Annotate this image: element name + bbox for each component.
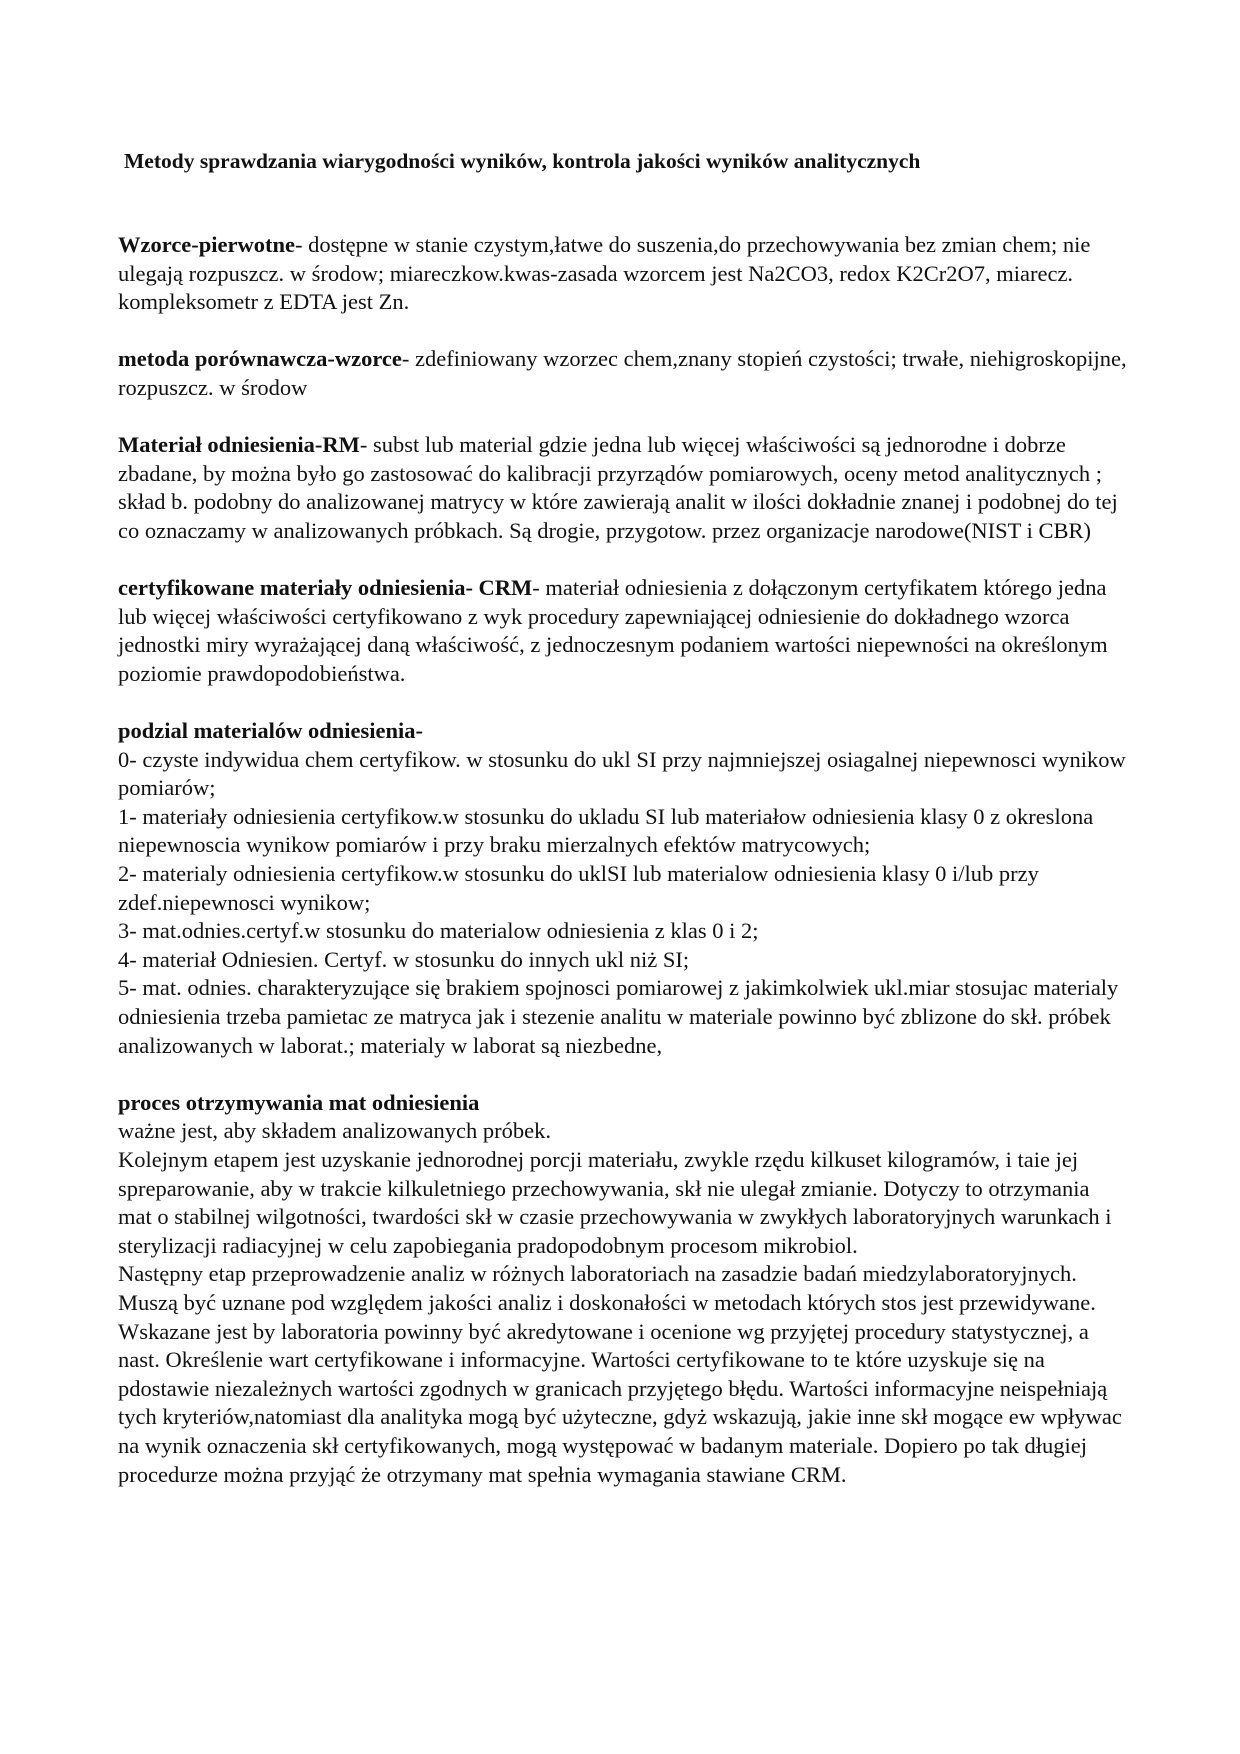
section-comparative-method (118, 345, 1128, 402)
section-text: - materiał odniesienia z dołączonym certyfikatem którego jedna lub więcej właściwości certyfikowano z wyk procedury zapewniającej odniesienie do dokładnego wzorca jednostki miry wyrażającej daną właściwość, z jednoczesnym podaniem wartości niepewności na określonym poziomie prawdopodobieństwa. (118, 575, 1108, 686)
division-heading: podzial materialów odniesienia- (118, 718, 423, 744)
division-item-0: 0- czyste indywidua chem certyfikow. w stosunku do ukl SI przy najmniejszej osiagalnej niepewnosci wynikow pomiarów; (118, 746, 1126, 801)
division-item-3: 3- mat.odnies.certyf.w stosunku do materialow odniesienia z klas 0 i 2; (118, 918, 759, 944)
section-term: Materiał odniesienia-RM (118, 432, 360, 458)
division-item-1: 1- materiały odniesienia certyfikow.w stosunku do ukladu SI lub materiałow odniesienia klasy 0 z okreslona niepewnoscia wynikow pomiarów i przy braku mierzalnych efektów matrycowych; (118, 803, 1094, 858)
section-term: metoda porównawcza-wzorce (118, 346, 402, 372)
section-production-process (118, 1089, 1128, 1489)
document-title: Metody sprawdzania wiarygodności wyników, kontrola jakości wyników analitycznych (124, 149, 921, 173)
section-text: - dostępne w stanie czystym,łatwe do suszenia,do przechowywania bez zmian chem; nie ulegają rozpuszcz. w środow; miareczkow.kwas-zasada wzorcem jest Na2CO3, redox K2Cr2O7, miarecz. kompleksometr z EDTA jest Zn. (118, 232, 1091, 315)
division-item-2: 2- materialy odniesienia certyfikow.w stosunku do uklSI lub materialow odniesienia klasy 0 i/lub przy zdef.niepewnosci wynikow; (118, 861, 1039, 915)
division-item-4: 4- materiał Odniesien. Certyf. w stosunku do innych ukl niż SI; (118, 946, 690, 972)
section-term: certyfikowane materiały odniesienia- CRM (118, 575, 533, 601)
document-body (118, 231, 1128, 1516)
section-material-division (118, 717, 1128, 1060)
process-paragraph-2: Następny etap przeprowadzenie analiz w różnych laboratoriach na zasadzie badań miedzylaboratoryjnych. Muszą być uznane pod względem jakości analiz i doskonałości w metodach których stos jest przewidywane. Wskazane jest by laboratoria powinny być akredytowane i ocenione wg przyjętej procedury statystycznej, a nast. Określenie wart certyfikowane i informacyjne. Wartości certyfikowane to te które uzyskuje się na pdostawie niezależnych wartości zgodnych w granicach przyjętego błędu. Wartości informacyjne neispełniają tych kryteriów,natomiast dla analityka mogą być użyteczne, gdyż wskazują, jakie inne skł mogące ew wpływac na wynik oznaczenia skł certyfikowanych, mogą występować w badanym materiale. Dopiero po tak długiej procedurze można przyjąć że otrzymany mat spełnia wymagania stawiane CRM. (118, 1261, 1122, 1487)
process-paragraph-1: Kolejnym etapem jest uzyskanie jednorodnej porcji materiału, zwykle rzędu kilkuset kilogramów, i taie jej spreparowanie, aby w trakcie kilkuletniego przechowywania, skł nie ulegał zmianie. Dotyczy to otrzymania mat o stabilnej wilgotności, twardości skł w czasie przechowywania w zwykłych laboratoryjnych warunkach i sterylizacji radiacyjnej w celu zapobiegania pradopodobnym procesom mikrobiol. (118, 1147, 1112, 1258)
section-text: - zdefiniowany wzorzec chem,znany stopień czystości; trwałe, niehigroskopijne, rozpuszcz. w środow (118, 346, 1127, 400)
section-term: Wzorce-pierwotne (118, 232, 296, 257)
section-certified-reference-material (118, 574, 1128, 688)
section-primary-standards (118, 231, 1128, 317)
process-heading: proces otrzymywania mat odniesienia (118, 1089, 480, 1115)
process-paragraph-0: ważne jest, aby składem analizowanych próbek. (118, 1118, 551, 1144)
section-text: - subst lub material gdzie jedna lub więcej właściwości są jednorodne i dobrze zbadane, by można było go zastosować do kalibracji przyrządów pomiarowych, oceny metod analitycznych ; skład b. podobny do analizowanej matrycy w które zawierają analit w ilości dokładnie znanej i podobnej do tej co oznaczamy w analizowanych próbkach. Są drogie, przygotow. przez organizacje narodowe(NIST i CBR) (118, 432, 1118, 543)
division-item-5: 5- mat. odnies. charakteryzujące się brakiem spojnosci pomiarowej z jakimkolwiek ukl.miar stosujac materialy odniesienia trzeba pamietac ze matryca jak i stezenie analitu w materiale powinno być zblizone do skł. próbek analizowanych w laborat.; materialy w laborat są niezbedne, (118, 975, 1119, 1058)
section-reference-material (118, 431, 1128, 545)
